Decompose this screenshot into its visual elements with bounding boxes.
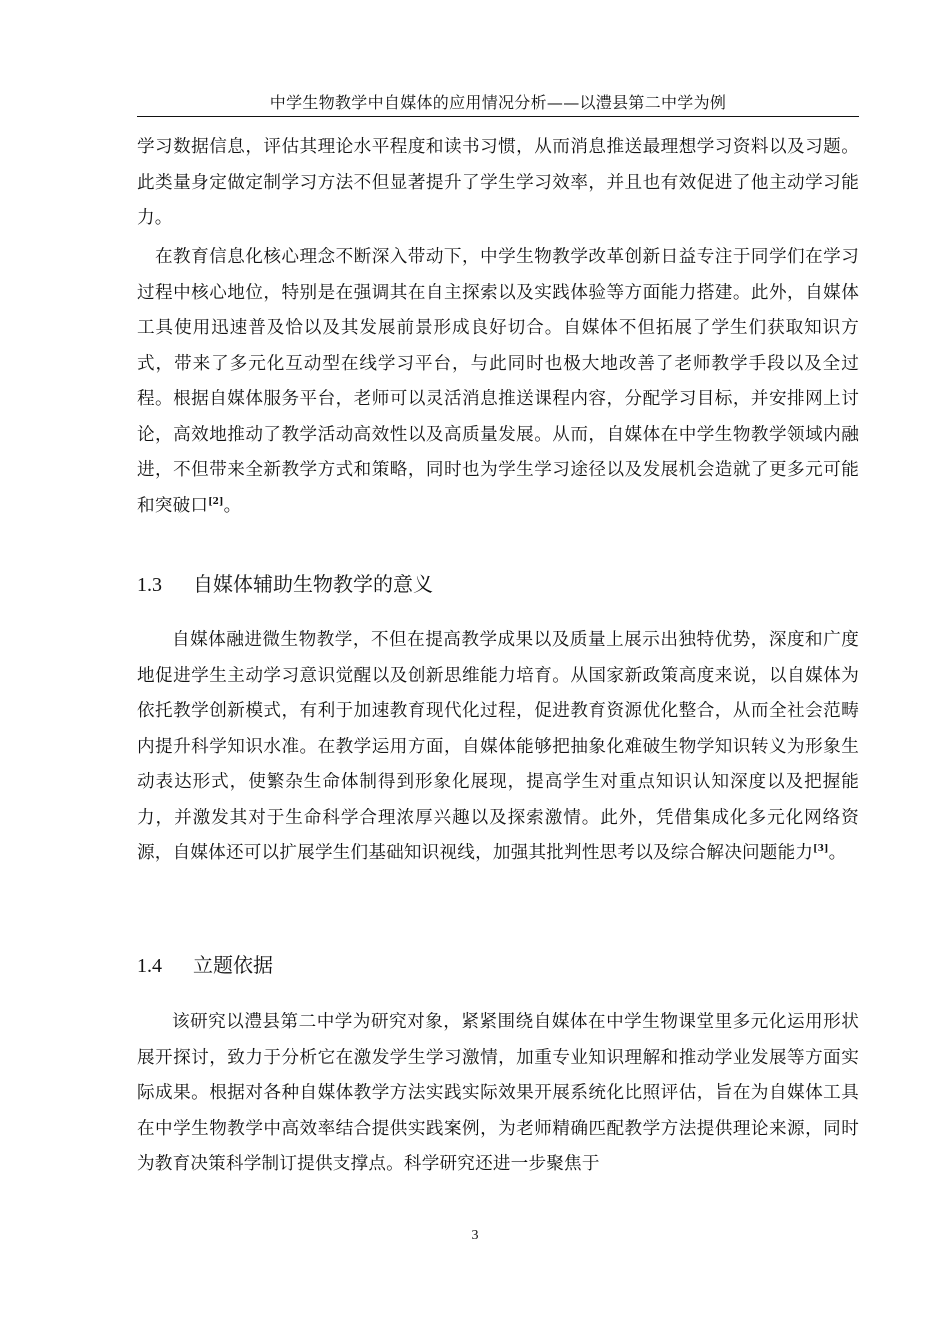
paragraph-end: 。 [828,843,847,863]
citation-ref: [3] [813,844,829,854]
section-title: 立题依据 [193,953,273,977]
section-heading-1-4 [137,952,273,979]
section-heading-1-3 [137,571,433,598]
paragraph-continued: 学习数据信息，评估其理论水平程度和读书习惯，从而消息推送最理想学习资料以及习题。此类量身定做定制学习方法不但显著提升了学生学习效率，并且也有效促进了他主动学习能力。 [137,137,859,228]
page-number: 3 [471,1228,479,1243]
header-rule [137,116,859,117]
paragraph-text: 自媒体融进微生物教学，不但在提高教学成果以及质量上展示出独特优势，深度和广度地促进学生主动学习意识觉醒以及创新思维能力培育。从国家新政策高度来说，以自媒体为依托教学创新模式，有利于加速教育现代化过程，促进教育资源优化整合，从而全社会范畴内提升科学知识水准。在教学运用方面，自媒体能够把抽象化难破生物学知识转义为形象生动表达形式，使繁杂生命体制得到形象化展现，提高学生对重点知识认知深度以及把握能力，并激发其对于生命科学合理浓厚兴趣以及探索激情。此外，凭借集成化多元化网络资源，自媒体还可以扩展学生们基础知识视线，加强其批判性思考以及综合解决问题能力 [137,630,859,863]
running-header: 中学生物教学中自媒体的应用情况分析——以澧县第二中学为例 [269,93,727,112]
paragraph-education-informatization [137,240,859,524]
section-title: 自媒体辅助生物教学的意义 [193,572,433,596]
citation-ref: [2] [208,496,224,507]
paragraph-text: 在教育信息化核心理念不断深入带动下，中学生物教学改革创新日益专注于同学们在学习过程中核心地位，特别是在强调其在自主探索以及实践体验等方面能力搭建。此外，自媒体工具使用迅速普及恰以及其发展前景形成良好切合。自媒体不但拓展了学生们获取知识方式，带来了多元化互动型在线学习平台，与此同时也极大地改善了老师教学手段以及全过程。根据自媒体服务平台，老师可以灵活消息推送课程内容，分配学习目标，并安排网上讨论，高效地推动了教学活动高效性以及高质量发展。从而，自媒体在中学生物教学领域内融进，不但带来全新教学方式和策略，同时也为学生学习途径以及发展机会造就了更多元可能和突破口 [137,247,859,516]
paragraph-basis: 该研究以澧县第二中学为研究对象，紧紧围绕自媒体在中学生物课堂里多元化运用形状展开探讨，致力于分析它在激发学生学习激情，加重专业知识理解和推动学业发展等方面实际成果。根据对各种自媒体教学方法实践实际效果开展系统化比照评估，旨在为自媒体工具在中学生物教学中高效率结合提供实践案例，为老师精确匹配教学方法提供理论来源，同时为教育决策科学制订提供支撑点。科学研究还进一步聚焦于 [137,1012,859,1174]
section-number: 1.3 [137,574,162,596]
paragraph-significance [137,623,859,872]
section-number: 1.4 [137,955,162,977]
paragraph-end: 。 [223,495,242,516]
